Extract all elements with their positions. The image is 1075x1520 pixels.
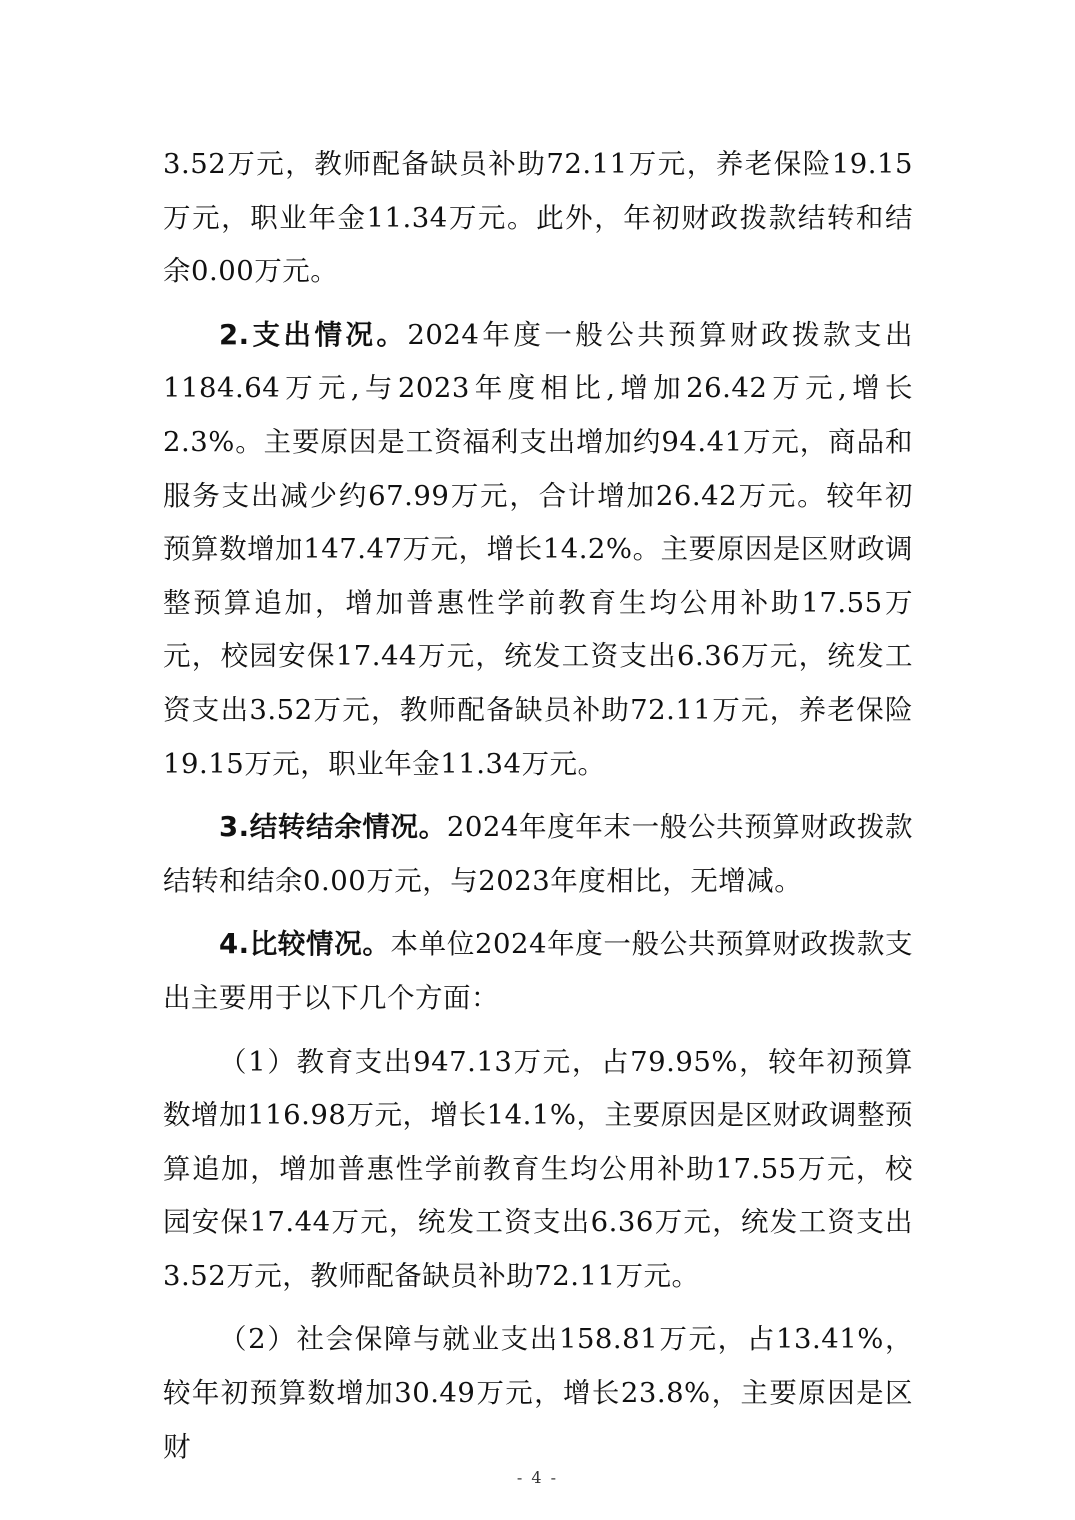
paragraph-heading: 3.结转结余情况。 (219, 811, 447, 844)
paragraph-text: （2）社会保障与就业支出158.81万元，占13.41%，较年初预算数增加30.49万元，增长23.8%，主要原因是区财 (163, 1323, 913, 1463)
paragraph-text: 2024年度年末一般公共预算财政拨款结转和结余0.00万元，与2023年度相比，无增减。 (163, 811, 913, 897)
page-number: - 4 - (516, 1468, 559, 1487)
paragraph-text: 本单位2024年度一般公共预算财政拨款支出主要用于以下几个方面： (163, 928, 913, 1014)
paragraph-income-continued (163, 138, 913, 299)
paragraph-heading: 2.支出情况。 (219, 318, 408, 351)
document-body (163, 138, 913, 1484)
paragraph-carryover (163, 801, 913, 908)
paragraph-social-security-expenditure (163, 1313, 913, 1474)
paragraph-heading: 4.比较情况。 (219, 928, 391, 961)
paragraph-expenditure (163, 309, 913, 791)
paragraph-text: 3.52万元，教师配备缺员补助72.11万元，养老保险19.15万元，职业年金11.34万元。此外，年初财政拨款结转和结余0.00万元。 (163, 148, 913, 288)
paragraph-text: （1）教育支出947.13万元，占79.95%，较年初预算数增加116.98万元，增长14.1%，主要原因是区财政调整预算追加，增加普惠性学前教育生均公用补助17.55万元，校园安保17.44万元，统发工资支出6.36万元，统发工资支出3.52万元，教师配备缺员补助72.11万元。 (163, 1045, 913, 1292)
paragraph-education-expenditure (163, 1036, 913, 1304)
paragraph-comparison (163, 918, 913, 1025)
paragraph-text: 2024年度一般公共预算财政拨款支出1184.64万元,与2023年度相比,增加26.42万元,增长2.3%。主要原因是工资福利支出增加约94.41万元，商品和服务支出减少约67.99万元，合计增加26.42万元。较年初预算数增加147.47万元，增长14.2%。主要原因是区财政调整预算追加，增加普惠性学前教育生均公用补助17.55万元，校园安保17.44万元，统发工资支出6.36万元，统发工资支出3.52万元，教师配备缺员补助72.11万元，养老保险19.15万元，职业年金11.34万元。 (163, 318, 914, 780)
